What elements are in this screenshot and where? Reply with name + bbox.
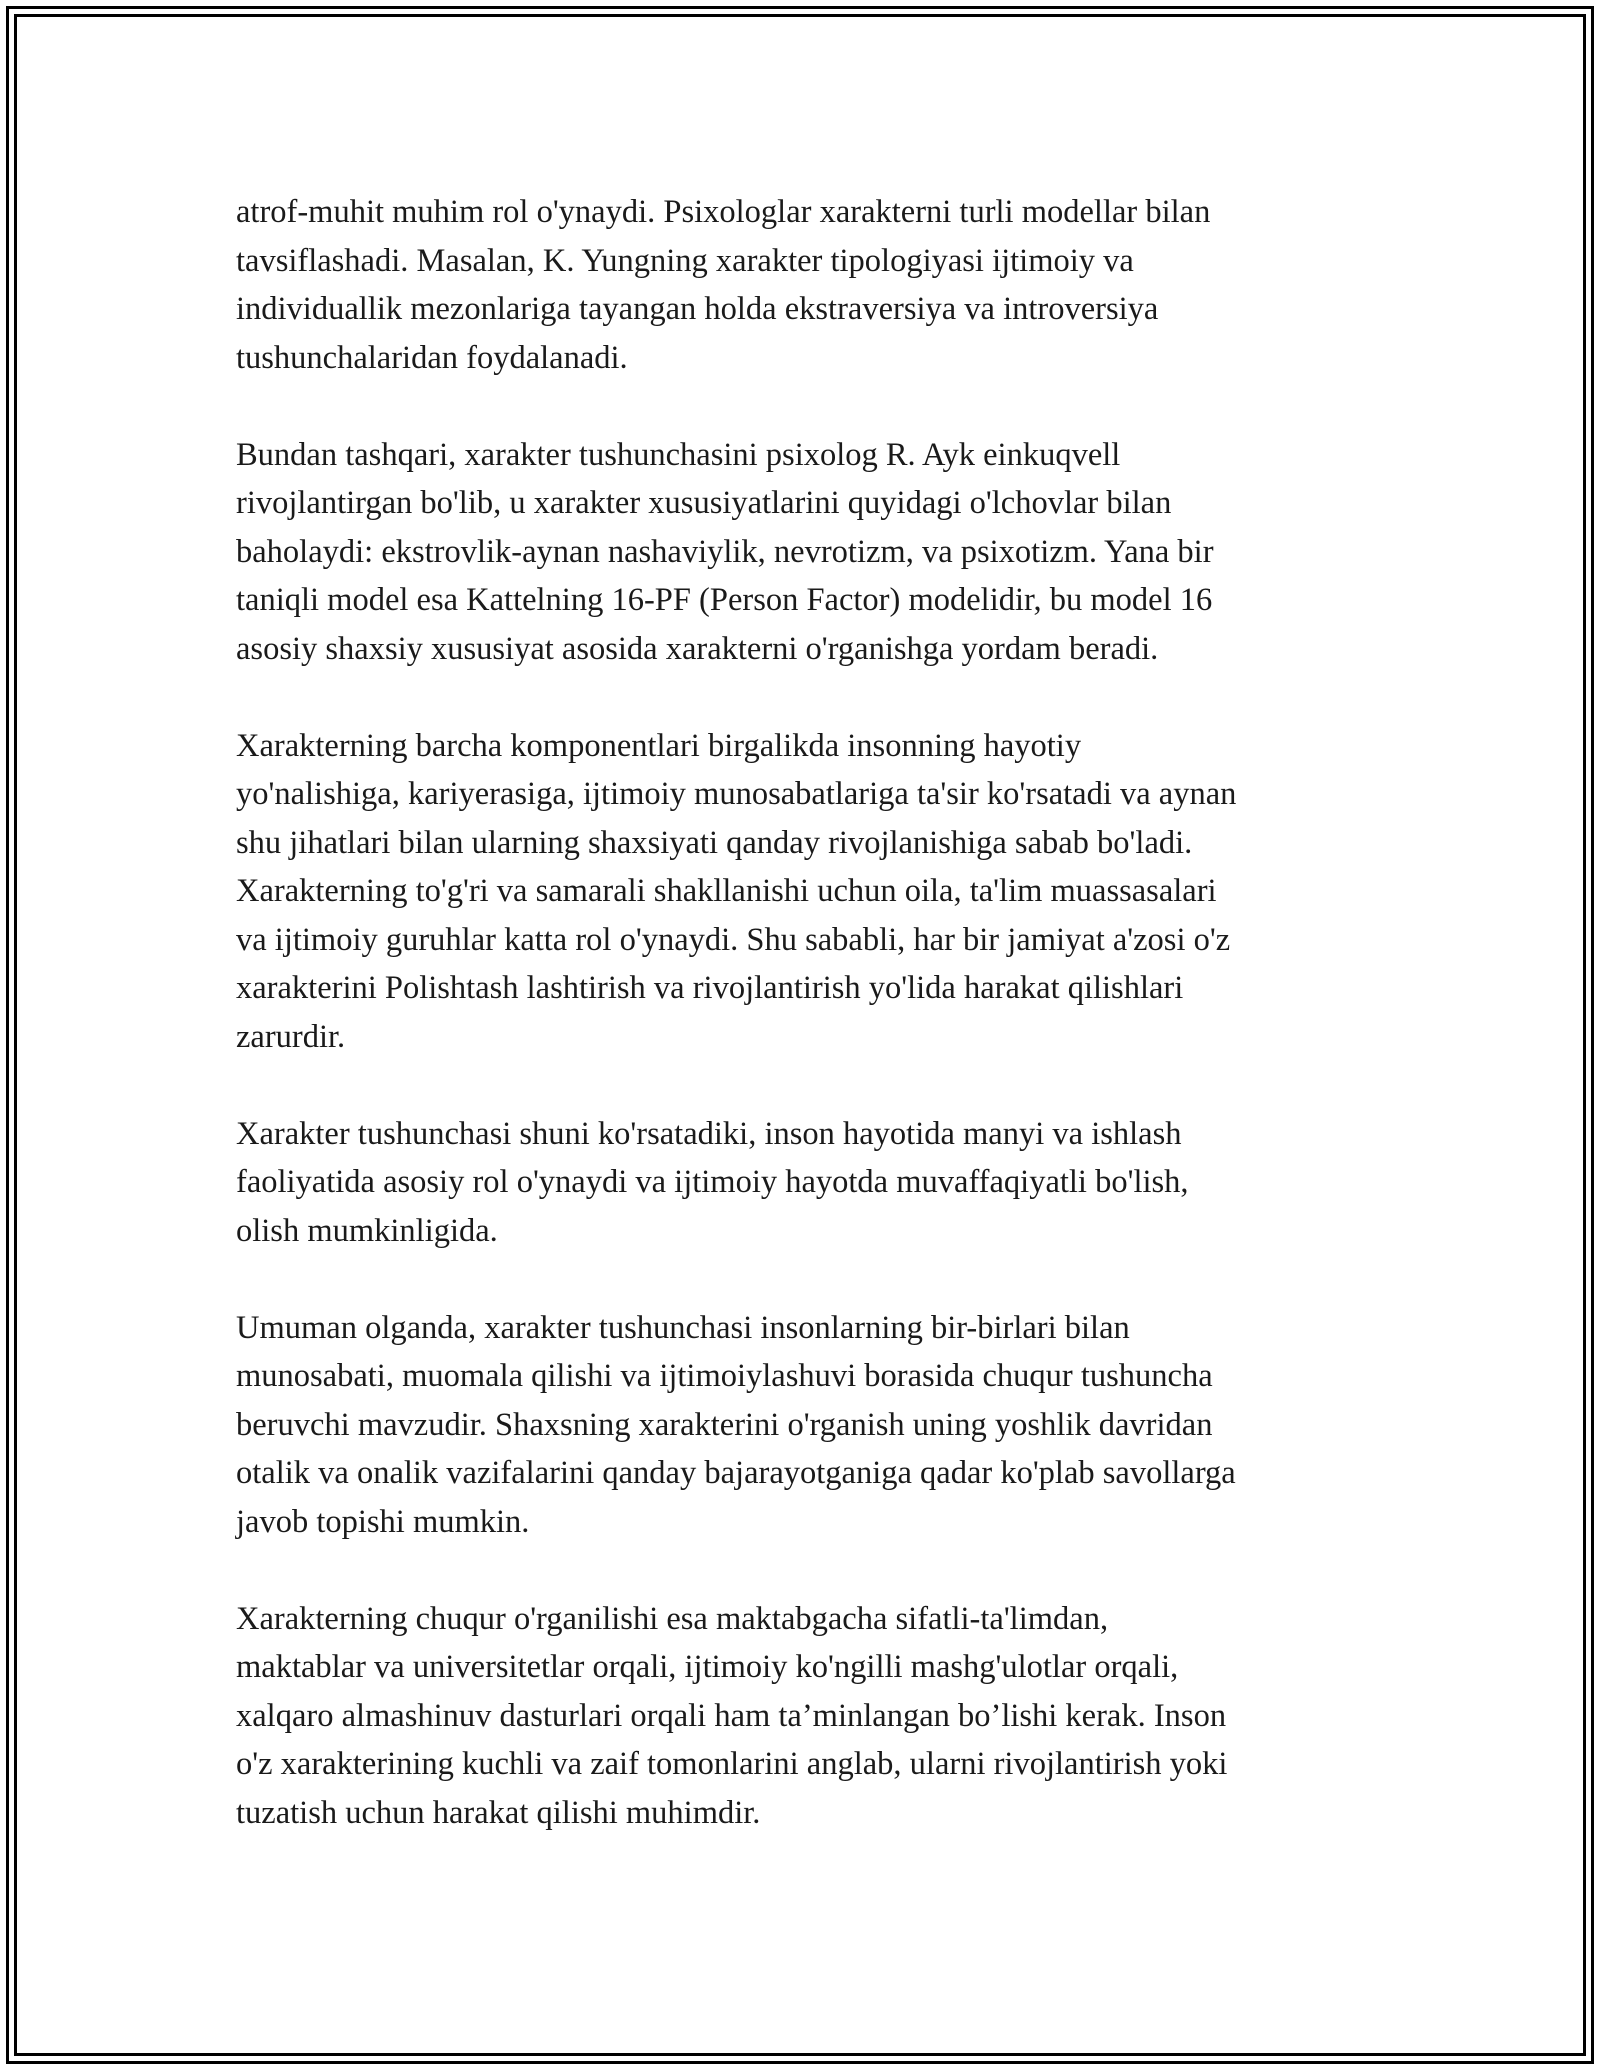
text-line: tushunchalaridan foydalanadi. xyxy=(236,339,628,376)
text-line: o'z xarakterining kuchli va zaif tomonlarini anglab, ularni rivojlantirish yoki xyxy=(236,1746,1228,1782)
paragraph-4 xyxy=(236,1110,1406,1256)
text-line: individuallik mezonlariga tayangan holda ekstraversiya va introversiya xyxy=(236,291,1159,327)
text-line: faoliyatida asosiy rol o'ynaydi va ijtimoiy hayotda muvaffaqiyatli bo'lish, xyxy=(236,1164,1189,1200)
text-line: Xarakter tushunchasi shuni ko'rsatadiki, inson hayotida manyi va ishlash xyxy=(236,1115,1182,1152)
paragraph-5 xyxy=(236,1304,1406,1547)
text-line: otalik va onalik vazifalarini qanday bajarayotganiga qadar ko'plab savollarga xyxy=(236,1455,1236,1491)
text-line: yo'nalishiga, kariyerasiga, ijtimoiy munosabatlariga ta'sir ko'rsatadi va aynan xyxy=(236,776,1237,812)
paragraph-1 xyxy=(236,188,1406,382)
text-line: Xarakterning barcha komponentlari birgalikda insonning hayotiy xyxy=(236,727,1082,764)
text-line: taniqli model esa Kattelning 16-PF (Person Factor) modelidir, bu model 16 xyxy=(236,582,1213,618)
text-line: shu jihatlari bilan ularning shaxsiyati qanday rivojlanishiga sabab bo'ladi. xyxy=(236,824,1193,861)
text-line: xalqaro almashinuv dasturlari orqali ham ta’minlangan bo’lishi kerak. Inson xyxy=(236,1697,1227,1734)
paragraph-2 xyxy=(236,431,1406,674)
text-line: Xarakterning to'g'ri va samarali shakllanishi uchun oila, ta'lim muassasalari xyxy=(236,873,1217,909)
text-line: baholaydi: ekstrovlik-aynan nashaviylik, nevrotizm, va psixotizm. Yana bir xyxy=(236,533,1214,570)
text-line: maktablar va universitetlar orqali, ijtimoiy ko'ngilli mashg'ulotlar orqali, xyxy=(236,1649,1179,1685)
text-line: beruvchi mavzudir. Shaxsning xarakterini o'rganish uning yoshlik davridan xyxy=(236,1406,1213,1443)
text-line: xarakterini Polishtash lashtirish va rivojlantirish yo'lida harakat qilishlari xyxy=(236,970,1184,1006)
text-line: munosabati, muomala qilishi va ijtimoiylashuvi borasida chuqur tushuncha xyxy=(236,1358,1213,1394)
text-line: tuzatish uchun harakat qilishi muhimdir. xyxy=(236,1794,761,1831)
text-line: Umuman olganda, xarakter tushunchasi insonlarning bir-birlari bilan xyxy=(236,1309,1130,1346)
paragraph-6 xyxy=(236,1595,1406,1838)
text-line: olish mumkinligida. xyxy=(236,1212,498,1249)
text-line: tavsiflashadi. Masalan, K. Yungning xarakter tipologiyasi ijtimoiy va xyxy=(236,242,1134,279)
paragraph-3 xyxy=(236,722,1406,1062)
text-line: va ijtimoiy guruhlar katta rol o'ynaydi. Shu sababli, har bir jamiyat a'zosi o'z xyxy=(236,921,1231,958)
text-line: Xarakterning chuqur o'rganilishi esa maktabgacha sifatli-ta'limdan, xyxy=(236,1600,1109,1637)
text-line: rivojlantirgan bo'lib, u xarakter xususiyatlarini quyidagi o'lchovlar bilan xyxy=(236,485,1172,521)
text-line: asosiy shaxsiy xususiyat asosida xarakterni o'rganishga yordam beradi. xyxy=(236,630,1159,667)
text-line: zarurdir. xyxy=(236,1018,346,1055)
document-body xyxy=(236,188,1406,1886)
text-line: atrof-muhit muhim rol o'ynaydi. Psixologlar xarakterni turli modellar bilan xyxy=(236,194,1211,230)
text-line: Bundan tashqari, xarakter tushunchasini psixolog R. Ayk einkuqvell xyxy=(236,436,1121,473)
text-line: javob topishi mumkin. xyxy=(236,1503,530,1540)
